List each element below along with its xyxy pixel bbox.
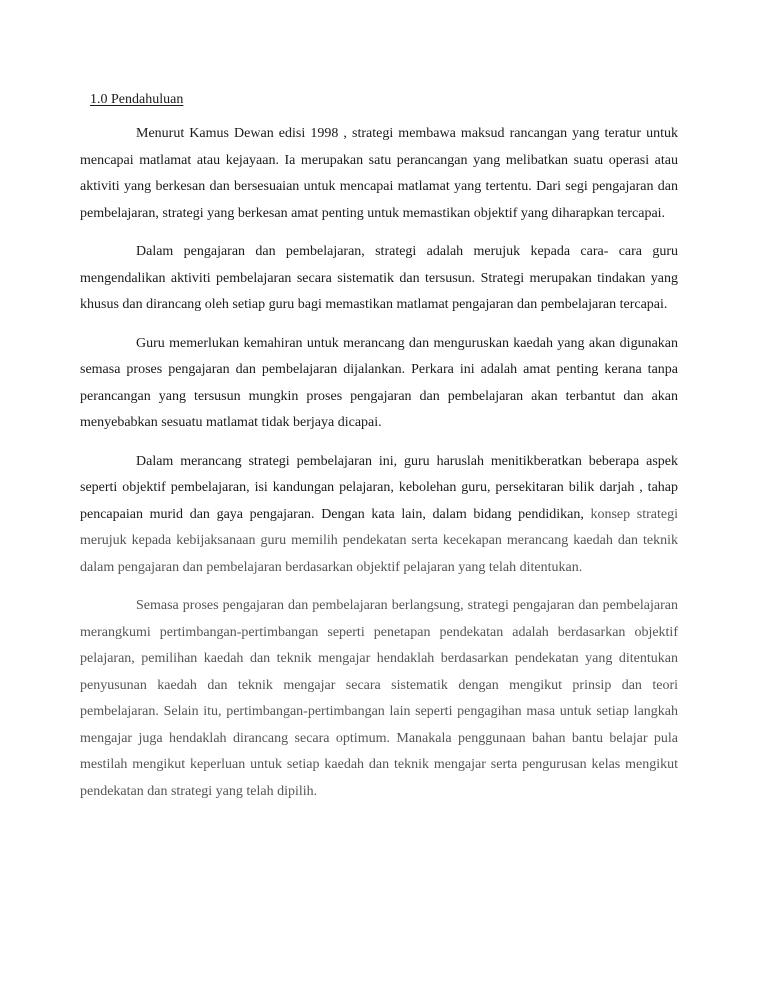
paragraph-1: Menurut Kamus Dewan edisi 1998 , strategi membawa maksud rancangan yang teratur untuk mencapai matlamat atau kejayaan. Ia merupakan satu perancangan yang melibatkan suatu operasi atau aktiviti yang berkesan dan bersesuaian untuk mencapai matlamat yang tertentu. Dari segi pengajaran dan pembelajaran, strategi yang berkesan amat penting untuk memastikan objektif yang diharapkan tercapai. — [80, 126, 678, 221]
paragraph-5: Semasa proses pengajaran dan pembelajaran berlangsung, strategi pengajaran dan pembelajaran merangkumi pertimbangan-pertimbangan seperti penetapan pendekatan adalah berdasarkan objektif pelajaran, pemilihan kaedah dan teknik mengajar hendaklah berdasarkan pendekatan yang ditentukan penyusunan kaedah dan teknik mengajar secara sistematik dengan mengikut prinsip dan teori pembelajaran. Selain itu, pertimbangan-pertimbangan lain seperti pengagihan masa untuk setiap langkah mengajar juga hendaklah dirancang secara optimum. Manakala penggunaan bahan bantu belajar pula mestilah mengikut keperluan untuk setiap kaedah dan teknik mengajar serta pengurusan kelas mengikut pendekatan dan strategi yang telah dipilih. — [80, 598, 678, 799]
paragraph-3: Guru memerlukan kemahiran untuk merancang dan menguruskan kaedah yang akan digunakan semasa proses pengajaran dan pembelajaran dijalankan. Perkara ini adalah amat penting kerana tanpa perancangan yang tersusun mungkin proses pengajaran dan pembelajaran akan terbantut dan akan menyebabkan sesuatu matlamat tidak berjaya dicapai. — [80, 335, 678, 430]
section-heading: 1.0 Pendahuluan — [90, 92, 184, 107]
paragraph-4-part-1: Dalam merancang strategi pembelajaran ini, guru haruslah menitikberatkan beberapa aspek seperti objektif pembelajaran, isi kandungan pelajaran, kebolehan guru, persekitaran bilik darjah , tahap pencapaian murid dan gaya pengajaran. Dengan kata lain, dalam bidang pendidikan, — [80, 453, 678, 522]
document-body — [80, 121, 678, 817]
paragraph-2: Dalam pengajaran dan pembelajaran, strategi adalah merujuk kepada cara- cara guru mengendalikan aktiviti pembelajaran secara sistematik dan tersusun. Strategi merupakan tindakan yang khusus dan dirancang oleh setiap guru bagi memastikan matlamat pengajaran dan pembelajaran tercapai. — [80, 244, 678, 312]
paragraph-4 — [80, 449, 678, 582]
paragraph-4-part-2: konsep strategi merujuk kepada kebijaksanaan guru memilih pendekatan serta kecekapan merancang kaedah dan teknik dalam pengajaran dan pembelajaran berdasarkan objektif pelajaran yang telah ditentukan. — [80, 506, 678, 575]
